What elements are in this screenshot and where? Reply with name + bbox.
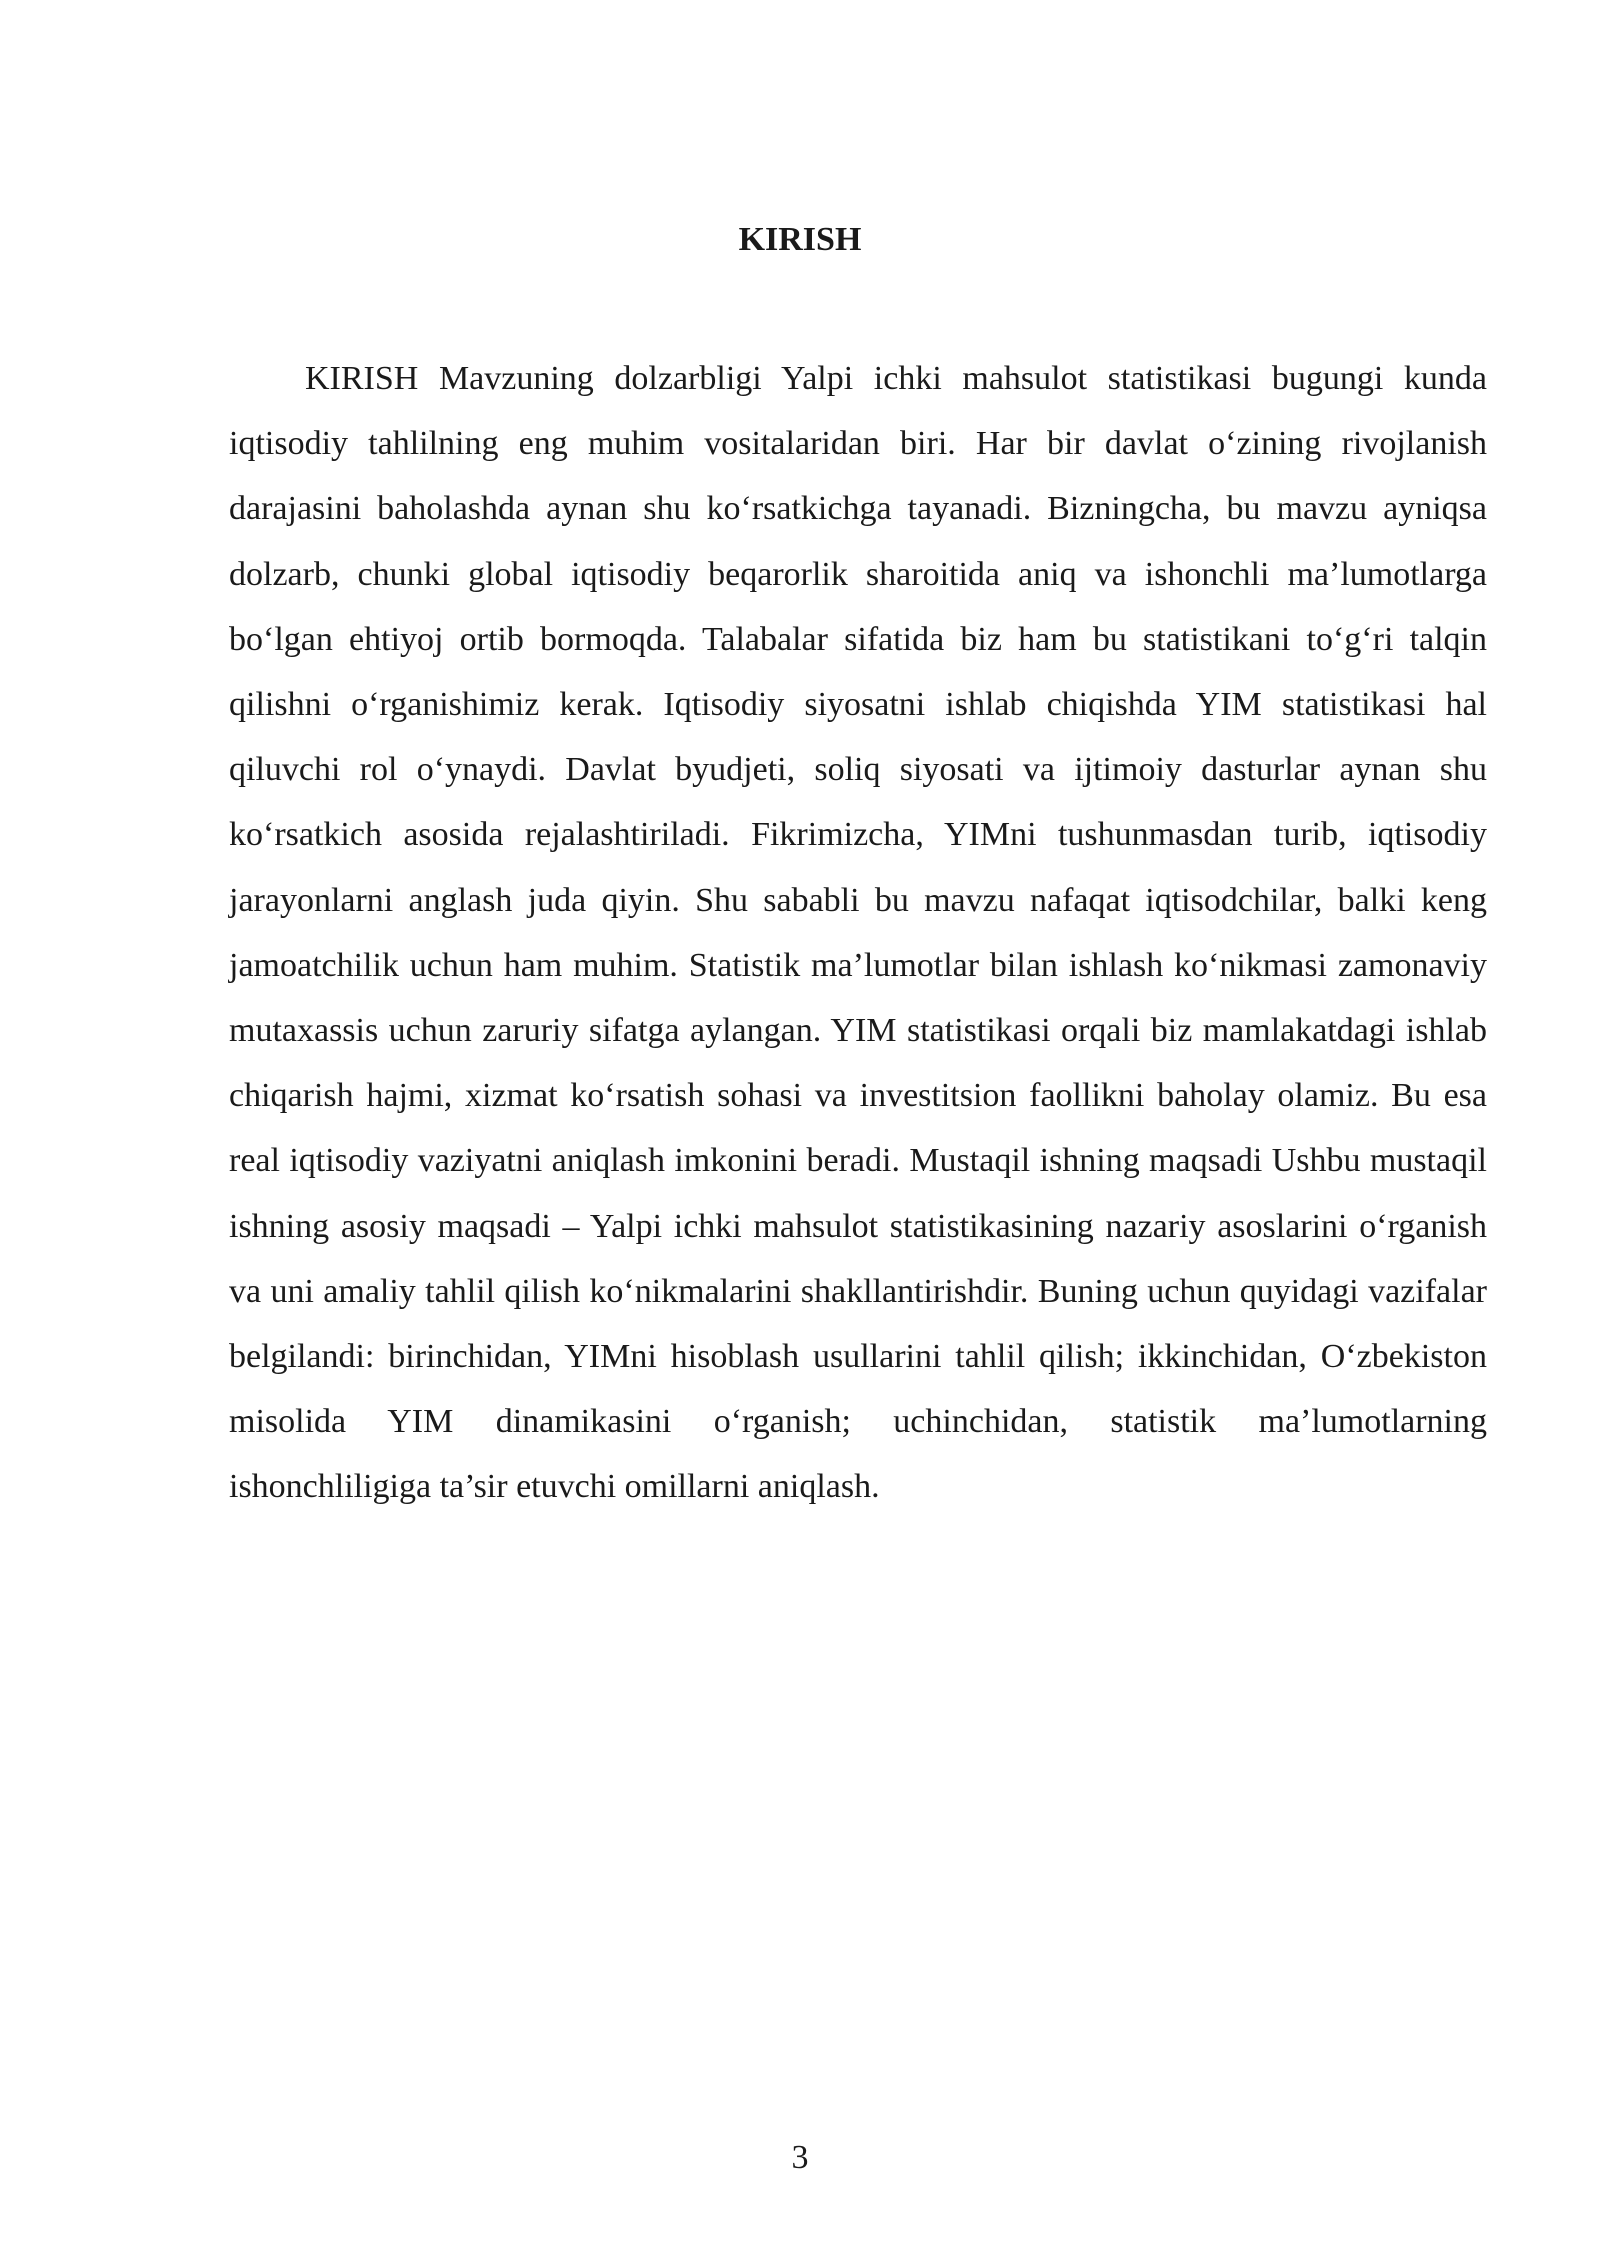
page-number: 3: [791, 2139, 809, 2176]
section-heading: KIRISH: [738, 221, 862, 258]
body-paragraph: KIRISH Mavzuning dolzarbligi Yalpi ichki mahsulot statistikasi bugungi kunda iqtisodiy tahlilning eng muhim vositalaridan biri. Har bir davlat o‘zining rivojlanish darajasini baholashda aynan shu ko‘rsatkichga tayanadi. Bizningcha, bu mavzu ayniqsa dolzarb, chunki global iqtisodiy beqarorlik sharoitida aniq va ishonchli ma’lumotlarga bo‘lgan ehtiyoj ortib bormoqda. Talabalar sifatida biz ham bu statistikani to‘g‘ri talqin qilishni o‘rganishimiz kerak. Iqtisodiy siyosatni ishlab chiqishda YIM statistikasi hal qiluvchi rol o‘ynaydi. Davlat byudjeti, soliq siyosati va ijtimoiy dasturlar aynan shu ko‘rsatkich asosida rejalashtiriladi. Fikrimizcha, YIMni tushunmasdan turib, iqtisodiy jarayonlarni anglash juda qiyin. Shu sababli bu mavzu nafaqat iqtisodchilar, balki keng jamoatchilik uchun ham muhim. Statistik ma’lumotlar bilan ishlash ko‘nikmasi zamonaviy mutaxassis uchun zaruriy sifatga aylangan. YIM statistikasi orqali biz mamlakatdagi ishlab chiqarish hajmi, xizmat ko‘rsatish sohasi va investitsion faollikni baholay olamiz. Bu esa real iqtisodiy vaziyatni aniqlash imkonini beradi. Mustaqil ishning maqsadi Ushbu mustaqil ishning asosiy maqsadi – Yalpi ichki mahsulot statistikasining nazariy asoslarini o‘rganish va uni amaliy tahlil qilish ko‘nikmalarini shakllantirishdir. Buning uchun quyidagi vazifalar belgilandi: birinchidan, YIMni hisoblash usullarini tahlil qilish; ikkinchidan, O‘zbekiston misolida YIM dinamikasini o‘rganish; uchinchidan, statistik ma’lumotlarning ishonchliligiga ta’sir etuvchi omillarni aniqlash.: [229, 360, 1487, 1506]
